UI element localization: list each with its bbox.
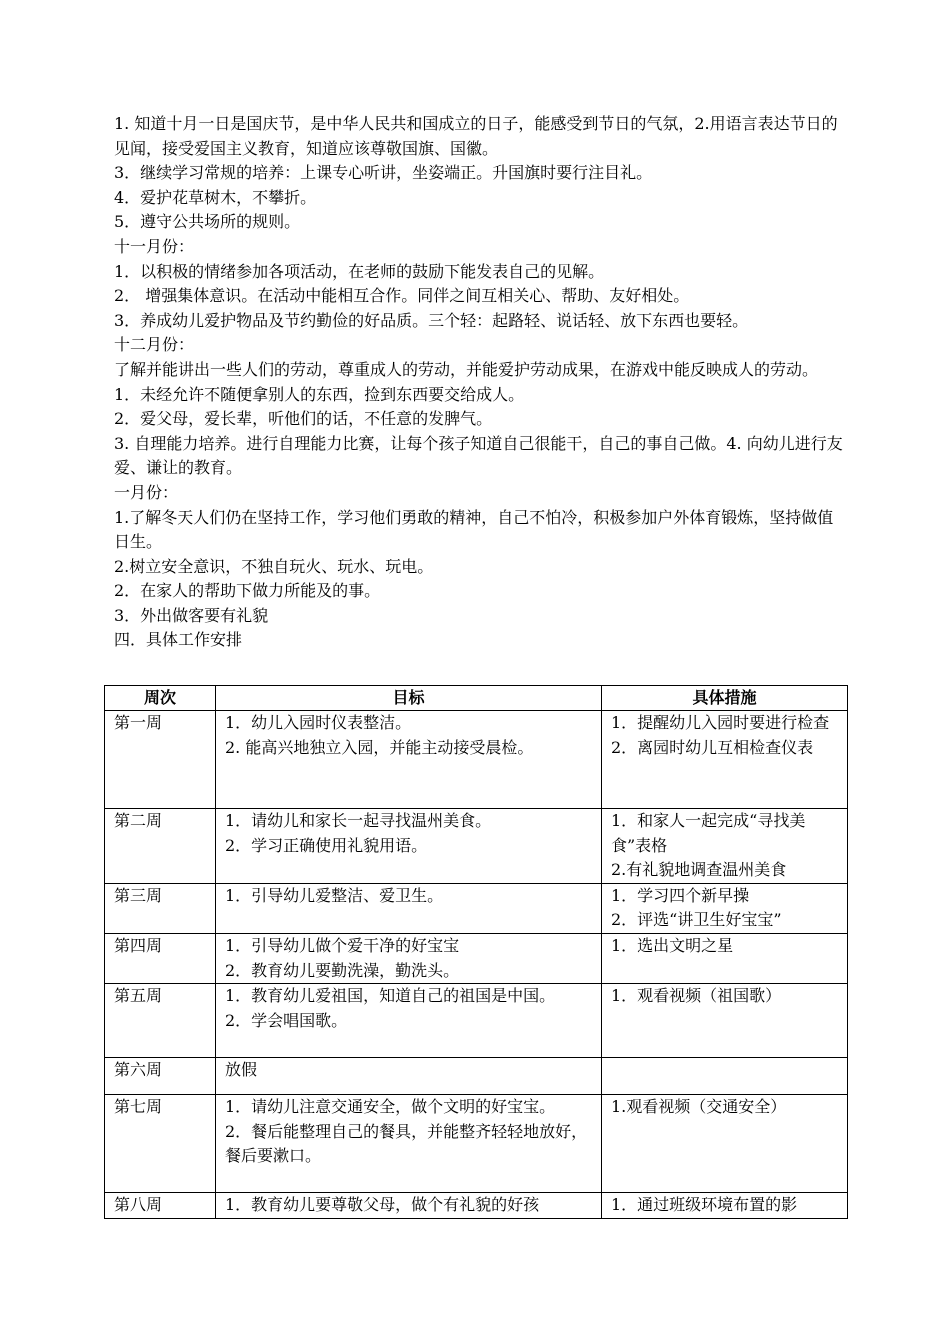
measure-line: 2．离园时幼儿互相检查仪表 bbox=[611, 737, 814, 757]
paragraph: 3．外出做客要有礼貌 bbox=[114, 605, 269, 625]
cell-goals bbox=[216, 933, 602, 983]
paragraph: 1．未经允许不随便拿别人的东西，捡到东西要交给成人。 bbox=[114, 384, 525, 404]
work-schedule-table-wrapper bbox=[104, 685, 846, 1219]
table-row bbox=[105, 933, 848, 983]
cell-measures bbox=[602, 933, 848, 983]
paragraph: 2.树立安全意识，不独自玩火、玩水、玩电。 bbox=[114, 556, 434, 576]
measure-line: 1.观看视频（交通安全） bbox=[611, 1097, 787, 1117]
paragraph: 5．遵守公共场所的规则。 bbox=[114, 212, 301, 232]
cell-week: 第八周 bbox=[105, 1193, 216, 1219]
goal-line: 1．请幼儿和家长一起寻找温州美食。 bbox=[225, 811, 492, 830]
paragraph: 1.了解冬天人们仍在坚持工作，学习他们勇敢的精神，自己不怕冷，积极参加户外体育锻炼，坚持做值日生。 bbox=[114, 507, 834, 552]
paragraph: 了解并能讲出一些人们的劳动，尊重成人的劳动，并能爱护劳动成果，在游戏中能反映成人的劳动。 bbox=[114, 359, 819, 379]
goal-line: 1．引导幼儿爱整洁、爱卫生。 bbox=[225, 885, 444, 905]
cell-measures bbox=[602, 984, 848, 1058]
table-row bbox=[105, 1058, 848, 1095]
cell-goals bbox=[216, 809, 602, 884]
paragraph: 2．在家人的帮助下做力所能及的事。 bbox=[114, 581, 381, 601]
document-body bbox=[114, 112, 844, 653]
cell-week: 第二周 bbox=[105, 809, 216, 884]
cell-goals bbox=[216, 1058, 602, 1095]
measure-line: 2.有礼貌地调查温州美食 bbox=[611, 860, 787, 880]
paragraph: 3．继续学习常规的培养：上课专心听讲，坐姿端正。升国旗时要行注目礼。 bbox=[114, 163, 653, 183]
measure-line: 1．学习四个新早操 bbox=[611, 885, 750, 905]
table-row bbox=[105, 809, 848, 884]
header-week: 周次 bbox=[105, 686, 216, 711]
cell-measures bbox=[602, 711, 848, 809]
measure-line: 2．评选“讲卫生好宝宝” bbox=[611, 910, 782, 930]
paragraph: 2．爱父母，爱长辈，听他们的话，不任意的发脾气。 bbox=[114, 409, 493, 429]
cell-goals bbox=[216, 1095, 602, 1193]
paragraph: 3．养成幼儿爱护物品及节约勤俭的好品质。三个轻：起路轻、说话轻、放下东西也要轻。 bbox=[114, 310, 749, 330]
paragraph: 4．爱护花草树木，不攀折。 bbox=[114, 187, 317, 207]
cell-week: 第一周 bbox=[105, 711, 216, 809]
goal-line: 2. 能高兴地独立入园，并能主动接受晨检。 bbox=[225, 737, 534, 757]
cell-goals bbox=[216, 711, 602, 809]
goal-line: 2．餐后能整理自己的餐具，并能整齐轻轻地放好，餐后要漱口。 bbox=[225, 1121, 588, 1166]
goal-line: 2．学习正确使用礼貌用语。 bbox=[225, 835, 428, 855]
measure-line: 1．和家人一起完成“寻找美食”表格 bbox=[611, 811, 806, 855]
table-row bbox=[105, 883, 848, 933]
measure-line: 1．观看视频（祖国歌） bbox=[611, 986, 782, 1006]
goal-line: 1．请幼儿注意交通安全，做个文明的好宝宝。 bbox=[225, 1097, 556, 1117]
goal-line: 1．教育幼儿要尊敬父母，做个有礼貌的好孩 bbox=[225, 1195, 540, 1215]
goal-line: 放假 bbox=[225, 1060, 258, 1080]
cell-week: 第四周 bbox=[105, 933, 216, 983]
table-row bbox=[105, 1095, 848, 1193]
goal-line: 2．教育幼儿要勤洗澡，勤洗头。 bbox=[225, 960, 460, 980]
header-measures: 具体措施 bbox=[602, 686, 848, 711]
table-row bbox=[105, 711, 848, 809]
section-heading-december: 十二月份： bbox=[114, 335, 195, 355]
goal-line: 1．教育幼儿爱祖国，知道自己的祖国是中国。 bbox=[225, 986, 556, 1006]
cell-measures bbox=[602, 1095, 848, 1193]
table-header-row bbox=[105, 686, 848, 711]
measure-line: 1．选出文明之星 bbox=[611, 935, 734, 955]
section-heading-november: 十一月份： bbox=[114, 236, 195, 256]
paragraph: 2． 增强集体意识。在活动中能相互合作。同伴之间互相关心、帮助、友好相处。 bbox=[114, 286, 690, 306]
section-heading-january: 一月份： bbox=[114, 482, 179, 502]
cell-week: 第三周 bbox=[105, 883, 216, 933]
work-schedule-table bbox=[104, 685, 848, 1219]
cell-week: 第五周 bbox=[105, 984, 216, 1058]
cell-measures bbox=[602, 809, 848, 884]
goal-line: 1．引导幼儿做个爱干净的好宝宝 bbox=[225, 935, 460, 955]
cell-measures bbox=[602, 883, 848, 933]
measure-line: 1．通过班级环境布置的影 bbox=[611, 1195, 798, 1215]
cell-week: 第七周 bbox=[105, 1095, 216, 1193]
goal-line: 2．学会唱国歌。 bbox=[225, 1010, 348, 1030]
paragraph: 1．以积极的情绪参加各项活动，在老师的鼓励下能发表自己的见解。 bbox=[114, 261, 605, 281]
cell-week: 第六周 bbox=[105, 1058, 216, 1095]
header-goals: 目标 bbox=[216, 686, 602, 711]
measure-line: 1．提醒幼儿入园时要进行检查 bbox=[611, 713, 830, 732]
cell-measures bbox=[602, 1193, 848, 1219]
goal-line: 1．幼儿入园时仪表整洁。 bbox=[225, 713, 412, 732]
paragraph: 3. 自理能力培养。进行自理能力比赛，让每个孩子知道自己很能干，自己的事自己做。4. 向幼儿进行友爱、谦让的教育。 bbox=[114, 433, 843, 478]
cell-goals bbox=[216, 883, 602, 933]
table-row bbox=[105, 984, 848, 1058]
section-heading-work-plan: 四．具体工作安排 bbox=[114, 630, 243, 650]
cell-goals bbox=[216, 984, 602, 1058]
paragraph: 1. 知道十月一日是国庆节，是中华人民共和国成立的日子，能感受到节日的气氛，2.用语言表达节日的见闻，接受爱国主义教育，知道应该尊敬国旗、国徽。 bbox=[114, 114, 838, 158]
table-row bbox=[105, 1193, 848, 1219]
cell-goals bbox=[216, 1193, 602, 1219]
cell-measures bbox=[602, 1058, 848, 1095]
